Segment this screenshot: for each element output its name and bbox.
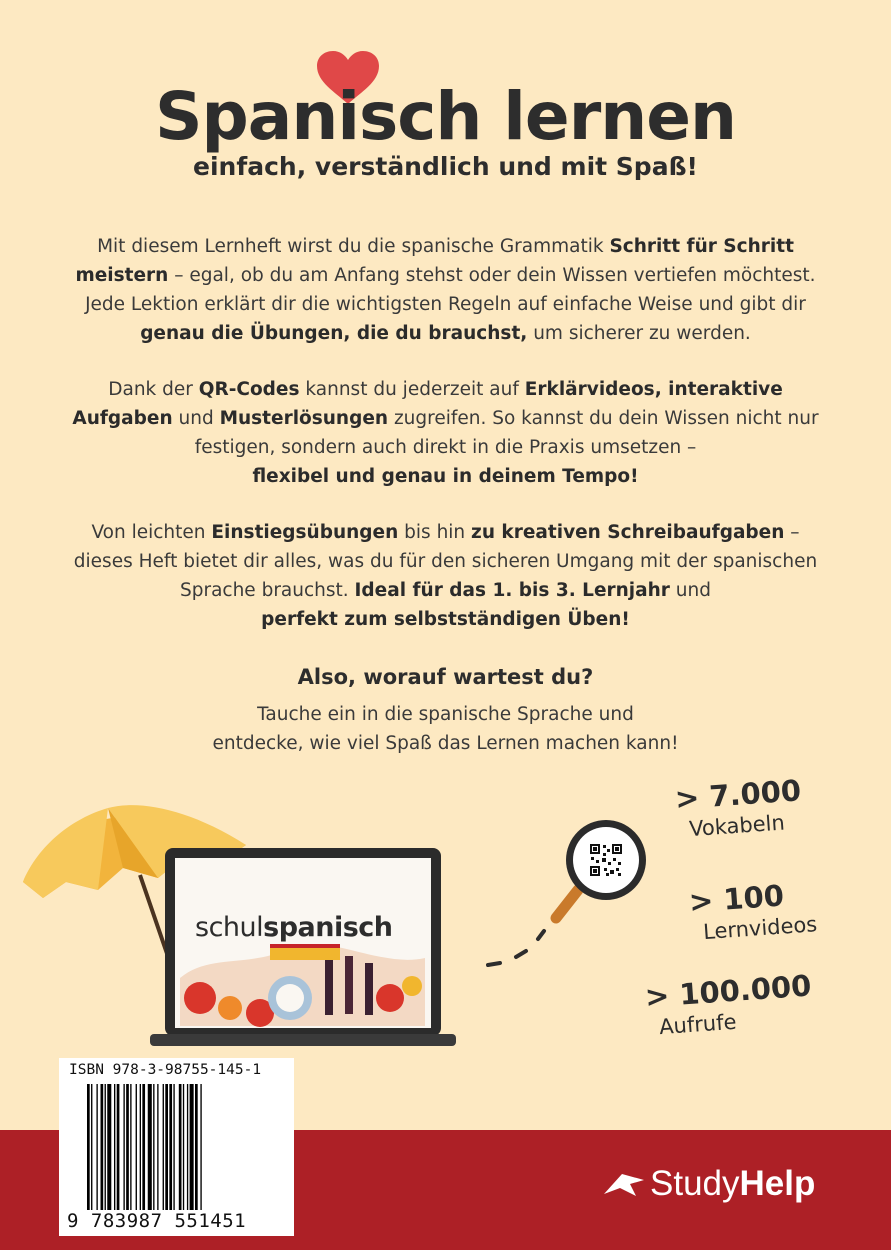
studyhelp-bird-icon — [602, 1170, 646, 1200]
stat-vocabulary — [674, 773, 804, 842]
stat-label: Aufrufe — [658, 1009, 738, 1040]
page-subtitle: einfach, verständlich und mit Spaß! — [193, 152, 698, 181]
closing-question: Also, worauf wartest du? — [297, 665, 594, 689]
exercises-paragraph: Von leichten Einstiegsübungen bis hin zu kreativen Schreibaufgaben – dieses Heft bietet dir alles, was du für den sicheren Umgang mit der spanischen Sprache brauchst. Ideal für das 1. bis 3. Lernjahr und perfekt zum selbstständigen Üben! — [73, 522, 818, 630]
page-title: Spanisch lernen — [155, 78, 736, 155]
laptop-illustration — [150, 848, 470, 1053]
intro-paragraph: Mit diesem Lernheft wirst du die spanische Grammatik Schritt für Schritt meistern – egal, ob du am Anfang stehst oder dein Wissen vertiefen möchtest. Jede Lektion erklärt dir die wichtigsten Regeln auf einfache Weise und gibt dir genau die Übungen, die du brauchst, um sicherer zu werden. — [75, 236, 816, 344]
stat-number: > 100.000 — [643, 968, 813, 1014]
stat-views — [644, 968, 814, 1039]
barcode-digits: 9 783987 551451 — [67, 1210, 247, 1232]
barcode-bars — [87, 1084, 283, 1210]
laptop-screen-logo: schulspanisch — [195, 912, 393, 943]
qr-magnifier-icon — [548, 818, 658, 933]
closing-text: Tauche ein in die spanische Sprache und entdecke, wie viel Spaß das Lernen machen kann! — [212, 704, 679, 754]
isbn-number: ISBN 978-3-98755-145-1 — [69, 1062, 262, 1078]
dashed-connector — [480, 925, 550, 975]
stat-label: Lernvideos — [702, 912, 818, 945]
isbn-barcode — [59, 1058, 294, 1236]
stat-label: Vokabeln — [688, 810, 786, 842]
qr-code-paragraph: Dank der QR-Codes kannst du jederzeit auf Erklärvideos, interaktive Aufgaben und Musterlösungen zugreifen. So kannst du dein Wissen nicht nur festigen, sondern auch direkt in die Praxis umsetzen – flexibel und genau in deinem Tempo! — [72, 379, 819, 487]
stat-number: > 7.000 — [673, 773, 803, 816]
stat-number: > 100 — [687, 878, 785, 919]
stat-videos — [688, 876, 818, 945]
